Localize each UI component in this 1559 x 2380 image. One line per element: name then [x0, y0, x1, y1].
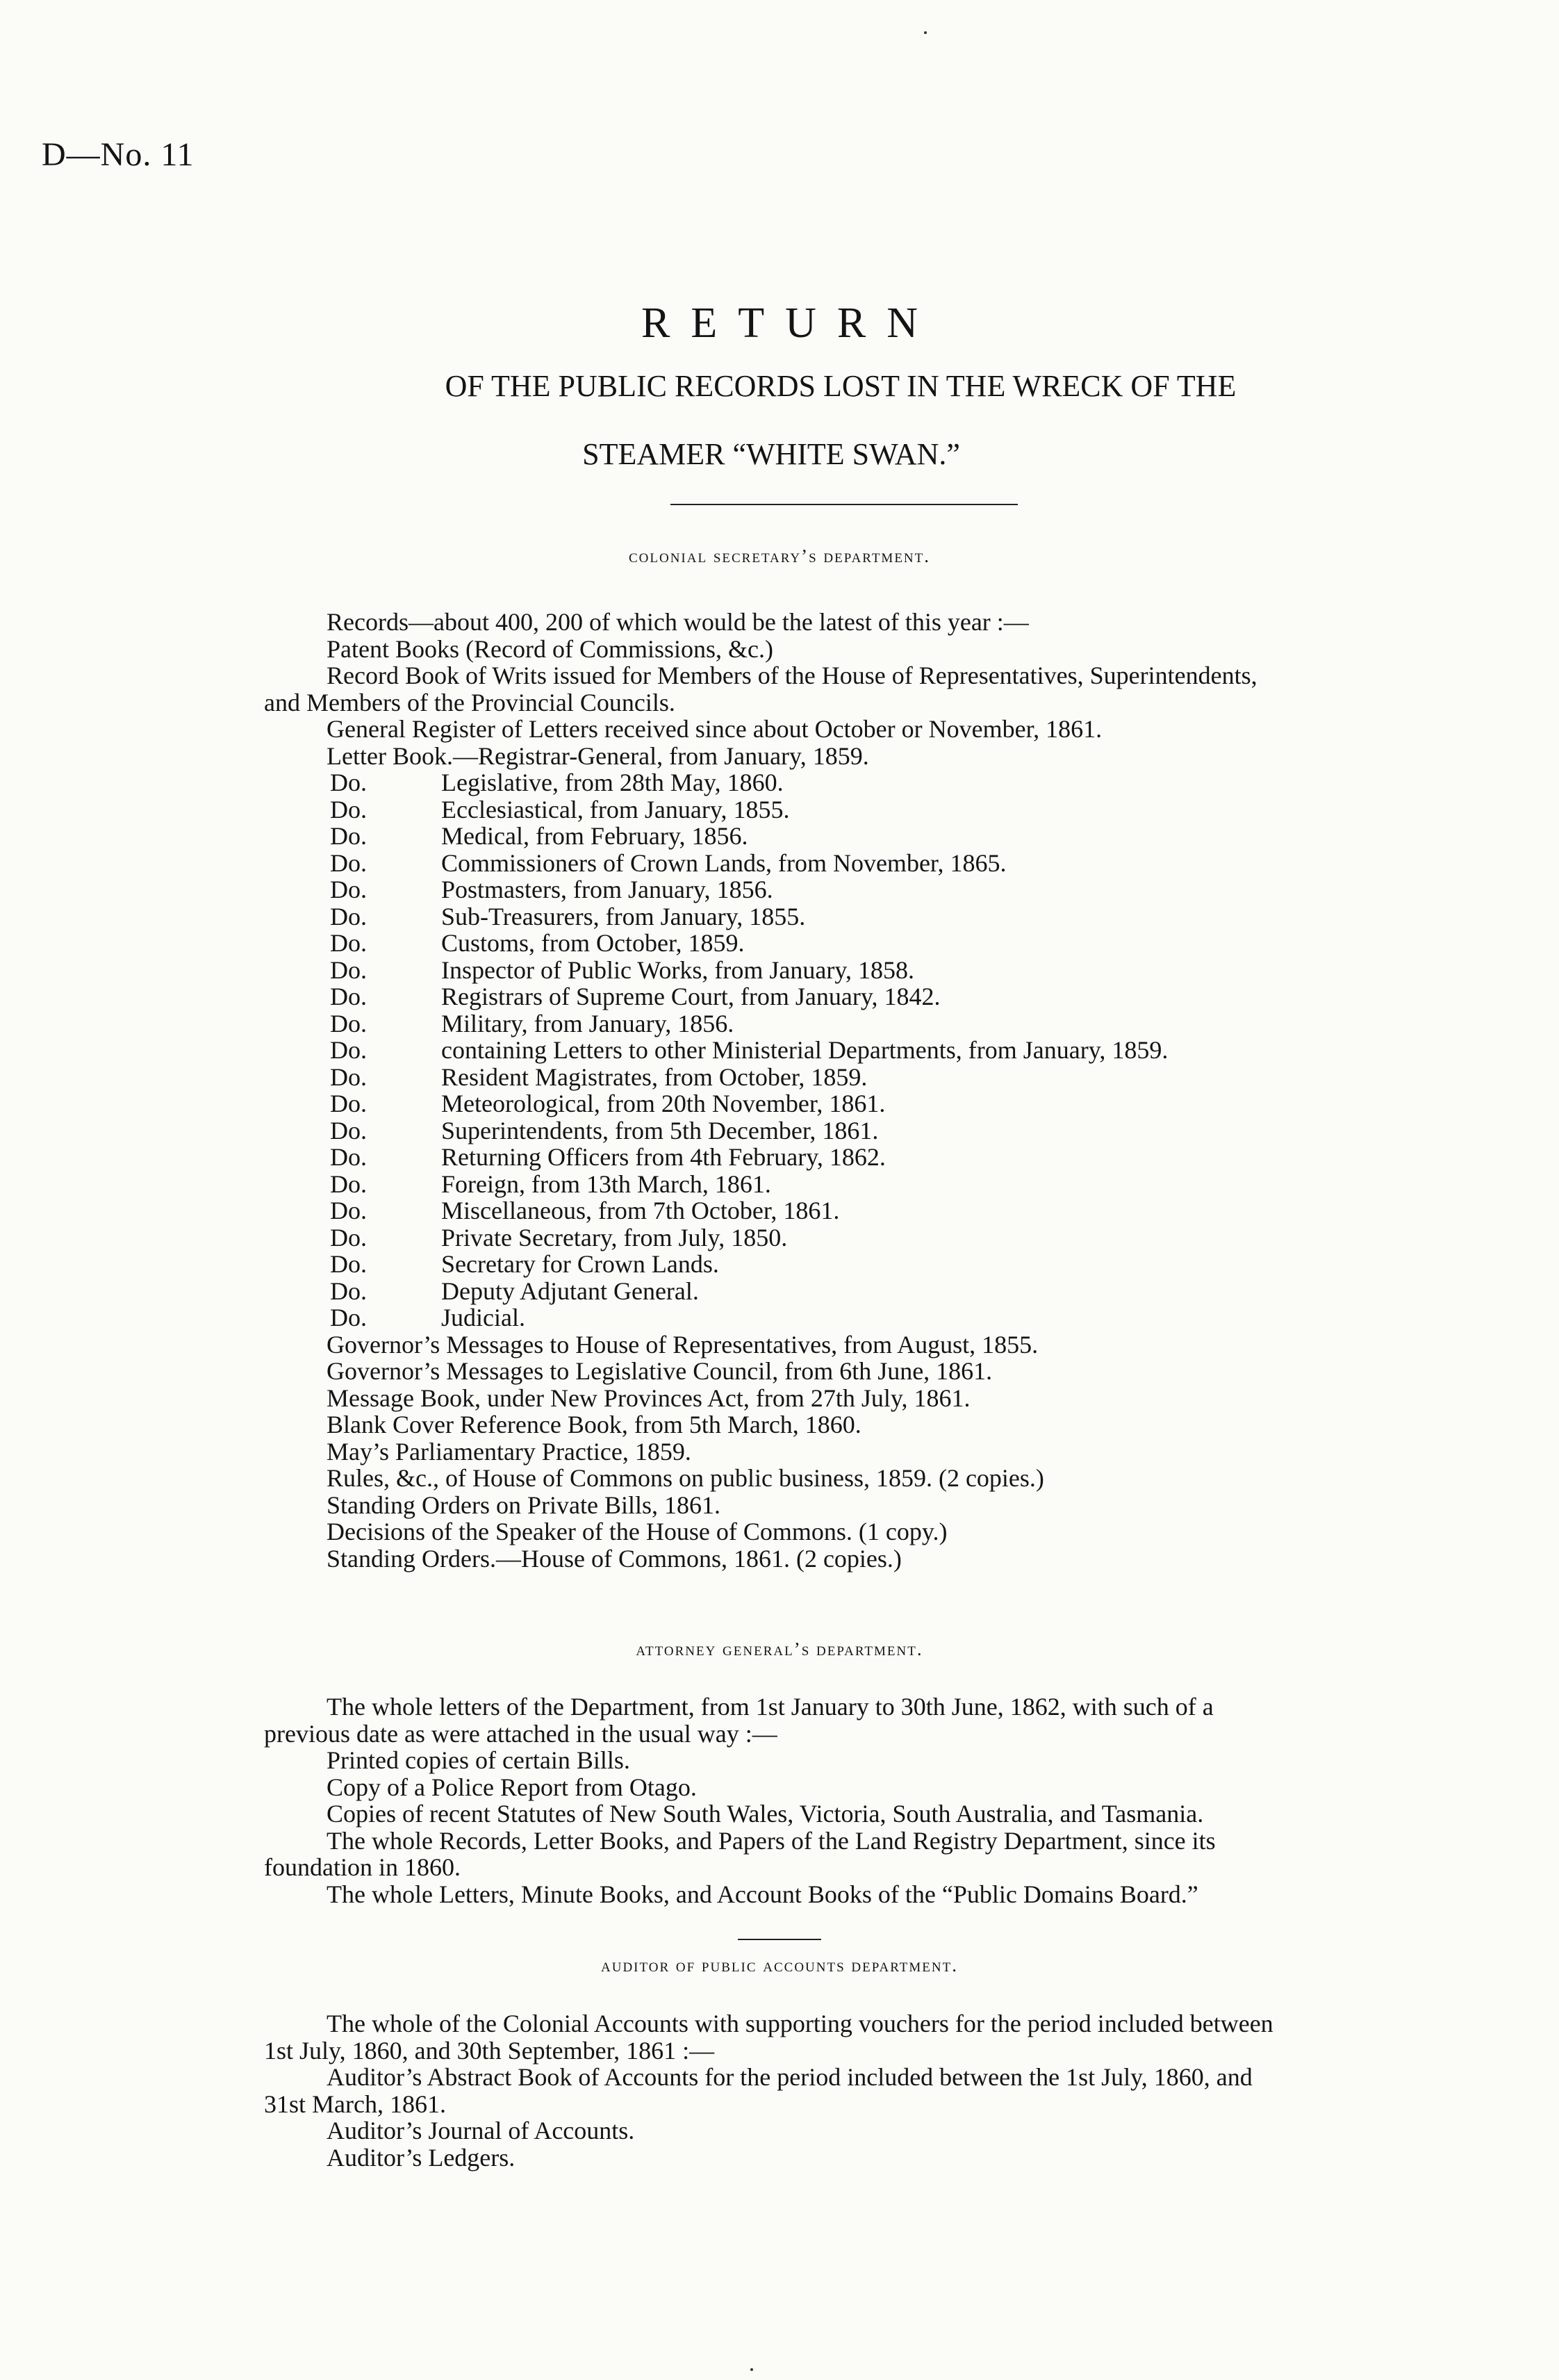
- attorney-item: Printed copies of certain Bills.: [327, 1746, 630, 1774]
- letter-book-entry: [264, 1090, 1459, 1117]
- colonial-item: Governor’s Messages to Legislative Council, from 6th June, 1861.: [327, 1357, 993, 1385]
- letter-book-entry: [264, 930, 1459, 957]
- ditto-label: Do.: [330, 848, 367, 877]
- auditor-paragraph-continuation: 1st July, 1860, and 30th September, 1861 :—: [264, 2036, 715, 2065]
- letter-book-entry: [264, 1278, 1459, 1305]
- attorney-paragraph: The whole Letters, Minute Books, and Account Books of the “Public Domains Board.”: [327, 1880, 1198, 1908]
- letter-book-entry-text: Commissioners of Crown Lands, from November, 1865.: [441, 848, 1007, 877]
- print-speck: [924, 31, 927, 34]
- document-number: D—No. 11: [42, 136, 195, 173]
- attorney-paragraph-continuation: foundation in 1860.: [264, 1853, 461, 1881]
- ditto-label: Do.: [330, 1143, 367, 1171]
- letter-book-entry-text: Sub-Treasurers, from January, 1855.: [441, 902, 806, 930]
- letter-book-entry: [264, 1251, 1459, 1278]
- colonial-item: Decisions of the Speaker of the House of Commons. (1 copy.): [327, 1518, 948, 1545]
- letter-book-entry-text: Legislative, from 28th May, 1860.: [441, 769, 784, 796]
- auditor-paragraph: Auditor’s Abstract Book of Accounts for the period included between the 1st July, 1860, and: [327, 2063, 1253, 2091]
- ditto-label: Do.: [330, 902, 367, 930]
- letter-book-entry: [264, 957, 1459, 984]
- auditor-section: [264, 2010, 1459, 2171]
- letter-book-entry: [264, 1064, 1459, 1091]
- ditto-label: Do.: [330, 1062, 367, 1091]
- ditto-label: Do.: [330, 1090, 367, 1117]
- auditor-paragraph: The whole of the Colonial Accounts with supporting vouchers for the period included between: [327, 2010, 1273, 2037]
- colonial-heading: colonial secretary’s department.: [628, 545, 931, 566]
- letter-book-entry: [264, 1171, 1459, 1198]
- letter-book-entry-text: Postmasters, from January, 1856.: [441, 876, 773, 903]
- ditto-label: Do.: [330, 1277, 367, 1305]
- letter-book-entry-text: Ecclesiastical, from January, 1855.: [441, 795, 790, 823]
- letter-book-entry-text: Superintendents, from 5th December, 1861.: [441, 1116, 879, 1144]
- attorney-paragraph-continuation: previous date as were attached in the usual way :—: [264, 1719, 777, 1748]
- letter-book-entry: [264, 796, 1459, 823]
- letter-book-entry-text: Secretary for Crown Lands.: [441, 1250, 719, 1278]
- ditto-label: Do.: [330, 1116, 367, 1144]
- attorney-item: Copy of a Police Report from Otago.: [327, 1773, 697, 1801]
- letter-book-entry-text: Meteorological, from 20th November, 1861.: [441, 1090, 886, 1117]
- colonial-intro-line: Records—about 400, 200 of which would be the latest of this year :—: [327, 608, 1029, 636]
- page-title: RETURN: [641, 299, 939, 347]
- section-divider: [738, 1939, 821, 1940]
- letter-book-entry-text: Miscellaneous, from 7th October, 1861.: [441, 1197, 840, 1224]
- letter-book-entry-text: Returning Officers from 4th February, 1862.: [441, 1143, 886, 1171]
- ditto-label: Do.: [330, 1036, 367, 1064]
- colonial-item: Blank Cover Reference Book, from 5th March, 1860.: [327, 1411, 861, 1438]
- letter-book-entry-text: Registrars of Supreme Court, from January, 1842.: [441, 983, 941, 1010]
- ditto-label: Do.: [330, 1170, 367, 1198]
- auditor-paragraph-continuation: 31st March, 1861.: [264, 2090, 446, 2118]
- letter-book-entry-text: Judicial.: [441, 1304, 525, 1331]
- ditto-label: Do.: [330, 795, 367, 823]
- letter-book-entry-text: Deputy Adjutant General.: [441, 1277, 699, 1305]
- ditto-label: Do.: [330, 1197, 367, 1224]
- colonial-item: Message Book, under New Provinces Act, from 27th July, 1861.: [327, 1384, 971, 1412]
- attorney-paragraph: The whole Records, Letter Books, and Papers of the Land Registry Department, since its: [327, 1826, 1216, 1855]
- letter-book-entry: [264, 769, 1459, 796]
- letter-book-entry: [264, 1010, 1459, 1037]
- title-subline: OF THE PUBLIC RECORDS LOST IN THE WRECK OF THE: [445, 369, 1237, 403]
- general-register-line: General Register of Letters received since about October or November, 1861.: [327, 715, 1103, 743]
- letter-book-entry: [264, 1117, 1459, 1144]
- letter-book-entry: [264, 876, 1459, 903]
- colonial-item: May’s Parliamentary Practice, 1859.: [327, 1437, 691, 1466]
- letter-book-entry: [264, 1037, 1459, 1064]
- letter-book-entry: [264, 1304, 1459, 1331]
- colonial-item: Standing Orders.—House of Commons, 1861. (2 copies.): [327, 1544, 902, 1573]
- letter-book-entry-text: Medical, from February, 1856.: [441, 822, 748, 850]
- letter-book-entry-text: Resident Magistrates, from October, 1859.: [441, 1062, 868, 1091]
- print-speck: [750, 2368, 753, 2371]
- colonial-item: Rules, &c., of House of Commons on public business, 1859. (2 copies.): [327, 1464, 1044, 1492]
- letter-book-entry-text: Private Secretary, from July, 1850.: [441, 1223, 788, 1251]
- attorney-section: [264, 1693, 1459, 1907]
- letter-book-entry: [264, 903, 1459, 930]
- attorney-item: Copies of recent Statutes of New South Wales, Victoria, South Australia, and Tasmania.: [327, 1800, 1204, 1828]
- ditto-label: Do.: [330, 1250, 367, 1278]
- ditto-label: Do.: [330, 955, 367, 984]
- letter-book-entry: [264, 983, 1459, 1010]
- colonial-item: Governor’s Messages to House of Representatives, from August, 1855.: [327, 1330, 1039, 1359]
- attorney-heading: attorney general’s department.: [636, 1639, 923, 1659]
- auditor-item: Auditor’s Journal of Accounts.: [327, 2117, 635, 2144]
- colonial-item: Standing Orders on Private Bills, 1861.: [327, 1491, 720, 1519]
- ditto-label: Do.: [330, 822, 367, 850]
- ditto-label: Do.: [330, 929, 367, 957]
- title-steamer: STEAMER “WHITE SWAN.”: [582, 437, 960, 471]
- ditto-label: Do.: [330, 1009, 367, 1037]
- ditto-label: Do.: [330, 1304, 367, 1331]
- letter-book-entry-text: Inspector of Public Works, from January, 1858.: [441, 955, 914, 984]
- colonial-section: [264, 609, 1459, 1572]
- letter-book-entry: [264, 1224, 1459, 1251]
- colonial-intro-line: Record Book of Writs issued for Members of the House of Representatives, Superintendents,: [327, 662, 1257, 689]
- ditto-label: Do.: [330, 876, 367, 903]
- ditto-label: Do.: [330, 1223, 367, 1251]
- letter-book-entry-text: Military, from January, 1856.: [441, 1009, 734, 1037]
- letter-book-entry-text: Customs, from October, 1859.: [441, 929, 745, 957]
- letter-book-entry-text: Foreign, from 13th March, 1861.: [441, 1170, 771, 1198]
- attorney-paragraph: The whole letters of the Department, from 1st January to 30th June, 1862, with such of a: [327, 1693, 1214, 1721]
- colonial-intro-line: Patent Books (Record of Commissions, &c.): [327, 634, 773, 663]
- auditor-item: Auditor’s Ledgers.: [327, 2143, 515, 2172]
- auditor-heading: auditor of public accounts department.: [601, 1955, 958, 1976]
- title-divider: [670, 504, 1018, 505]
- ditto-label: Do.: [330, 983, 367, 1010]
- letter-book-entry: [264, 1197, 1459, 1224]
- letter-book-entry: [264, 1144, 1459, 1171]
- letter-book-list: [264, 769, 1459, 1331]
- letter-book-entry-text: containing Letters to other Ministerial Departments, from January, 1859.: [441, 1036, 1169, 1064]
- letter-book-entry: [264, 823, 1459, 850]
- ditto-label: Do.: [330, 769, 367, 796]
- letter-book-line: Letter Book.—Registrar-General, from January, 1859.: [327, 741, 869, 770]
- colonial-intro-continuation: and Members of the Provincial Councils.: [264, 688, 675, 716]
- letter-book-entry: [264, 850, 1459, 877]
